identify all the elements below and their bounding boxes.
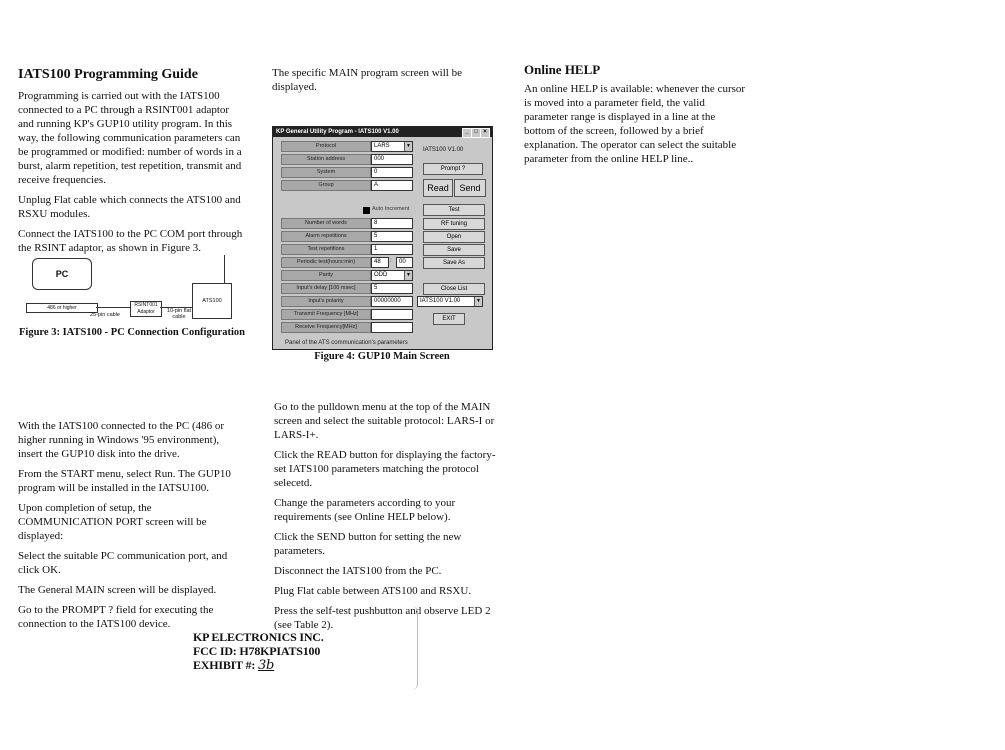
protocol-value: LARS xyxy=(374,143,390,149)
periodic-label: Periodic test(hours:min) xyxy=(281,257,371,268)
words-input[interactable]: 8 xyxy=(371,218,413,229)
ats100-box: ATS100 xyxy=(192,283,232,319)
figure-3-caption: Figure 3: IATS100 - PC Connection Configuration xyxy=(19,327,245,338)
read-button[interactable]: Read xyxy=(423,179,453,197)
guide-title: IATS100 Programming Guide xyxy=(18,67,198,82)
pc-box: PC xyxy=(32,258,92,290)
tx-label: Transmit Frequency [MHz] xyxy=(281,309,371,320)
protocol-select[interactable] xyxy=(371,141,413,152)
maximize-button[interactable]: □ xyxy=(471,128,481,138)
step-item: Press the self-test pushbutton and observe LED 2 (see Table 2). xyxy=(274,605,491,631)
step-item: Disconnect the IATS100 from the PC. xyxy=(274,565,442,577)
left-column xyxy=(18,66,246,261)
exhibit-stamp xyxy=(193,630,324,673)
parity-select[interactable] xyxy=(371,270,413,281)
unplug-paragraph: Unplug Flat cable which connects the ATS100 and RSXU modules. xyxy=(18,194,241,220)
middle-steps xyxy=(274,400,500,638)
step-item: Click the READ button for displaying the factory-set IATS100 parameters matching the protocol selecetd. xyxy=(274,449,496,489)
step-item: Select the suitable PC communication port, and click OK. xyxy=(18,550,228,576)
step-item: Click the SEND button for setting the new parameters. xyxy=(274,531,462,557)
system-input[interactable]: 0 xyxy=(371,167,413,178)
exit-button[interactable]: EXIT xyxy=(433,313,465,325)
auto-increment-label: Auto Increment xyxy=(372,206,410,212)
step-item: Upon completion of setup, the COMMUNICATION PORT screen will be displayed: xyxy=(18,502,207,542)
rx-input[interactable] xyxy=(371,322,413,333)
step-item: Go to the pulldown menu at the top of the MAIN screen and select the suitable protocol: LARS-I or LARS-I+. xyxy=(274,401,495,441)
close-button[interactable]: × xyxy=(480,128,490,138)
left-steps xyxy=(18,419,246,637)
test-rep-input[interactable]: 1 xyxy=(371,244,413,255)
step-item: Go to the PROMPT ? field for executing the connection to the IATS100 device. xyxy=(18,604,214,630)
window-title: KP General Utility Program - IATS100 V1.00 xyxy=(276,129,399,135)
step-item: Plug Flat cable between ATS100 and RSXU. xyxy=(274,585,472,597)
rf-tuning-button[interactable]: RF tuning xyxy=(423,218,485,230)
words-label: Number of words xyxy=(281,218,371,229)
time-separator: : xyxy=(390,258,392,264)
online-help-title: Online HELP xyxy=(524,62,601,77)
version-label: IATS100 V1.00 xyxy=(423,147,464,153)
figure-3-diagram xyxy=(18,250,248,325)
polarity-input[interactable]: 00000000 xyxy=(371,296,413,307)
rx-label: Receive Frequency[MHz] xyxy=(281,322,371,333)
adaptor-box: RSINT001 Adaptor xyxy=(130,301,162,317)
cable-25pin xyxy=(96,307,130,308)
flat-cable-label: 10-pin flat cable xyxy=(166,308,192,320)
exhibit-number-row xyxy=(193,658,324,673)
test-rep-label: Test repetitions xyxy=(281,244,371,255)
delay-input[interactable]: 5 xyxy=(371,283,413,294)
test-button[interactable]: Test xyxy=(423,204,485,216)
station-label: Station address xyxy=(281,154,371,165)
chevron-down-icon: ▼ xyxy=(404,271,412,280)
device-select[interactable] xyxy=(417,296,483,307)
alarm-label: Alarm repetitions xyxy=(281,231,371,242)
minimize-button[interactable]: _ xyxy=(462,128,472,138)
group-label: Group xyxy=(281,180,371,191)
device-value: IATS100 V1.00 xyxy=(420,298,461,304)
step-item: The General MAIN screen will be displayed. xyxy=(18,584,217,596)
exhibit-number: 3b xyxy=(257,658,275,673)
tx-input[interactable] xyxy=(371,309,413,320)
step-item: Change the parameters according to your requirements (see Online HELP below). xyxy=(274,497,456,523)
fcc-id: FCC ID: H78KPIATS100 xyxy=(193,644,321,658)
figure-4-caption: Figure 4: GUP10 Main Screen xyxy=(314,351,450,362)
system-label: System xyxy=(281,167,371,178)
auto-increment-checkbox[interactable] xyxy=(363,207,370,214)
periodic-hours-input[interactable]: 48 xyxy=(371,257,389,268)
help-status-bar: Panel of the ATS communication's parameters xyxy=(285,339,445,347)
step-item: With the IATS100 connected to the PC (486 or higher running in Windows '95 environment), insert the GUP10 disk into the drive. xyxy=(18,420,225,460)
protocol-label: Protocol xyxy=(281,141,371,152)
chevron-down-icon: ▼ xyxy=(474,297,482,306)
send-button[interactable]: Send xyxy=(454,179,486,197)
page-edge-mark xyxy=(411,606,418,690)
online-help-text: An online HELP is available: whenever the cursor is moved into a parameter field, the valid parameter range is displayed in a line at the bottom of the screen, followed by a brief explanation. The operator can select the suitable parameter from the online HELP line.. xyxy=(524,83,746,165)
station-input[interactable]: 000 xyxy=(371,154,413,165)
save-as-button[interactable]: Save As xyxy=(423,257,485,269)
open-button[interactable]: Open xyxy=(423,231,485,243)
save-button[interactable]: Save xyxy=(423,244,485,256)
step-item: From the START menu, select Run. The GUP10 program will be installed in the IATSU100. xyxy=(18,468,231,494)
prompt-button[interactable]: Prompt ? xyxy=(423,163,483,175)
parity-value: ODD xyxy=(374,272,388,278)
gup10-window xyxy=(272,126,493,350)
intro-paragraph: Programming is carried out with the IATS100 connected to a PC through a RSINT001 adaptor and running KP's GUP10 utility program. In this way, the following communication parameters can be programmed or modified: number of words in a burst, alarm repetition, test repetition, transmit and receive frequencies. xyxy=(18,90,242,186)
alarm-input[interactable]: 5 xyxy=(371,231,413,242)
periodic-minutes-input[interactable]: 00 xyxy=(396,257,413,268)
exhibit-label: EXHIBIT #: xyxy=(193,658,256,672)
company-name: KP ELECTRONICS INC. xyxy=(193,630,324,644)
close-list-button[interactable]: Close List xyxy=(423,283,485,295)
window-titlebar xyxy=(273,127,492,137)
middle-intro xyxy=(272,66,492,100)
connect-paragraph: Connect the IATS100 to the PC COM port through the RSINT adaptor, as shown in Figure 3. xyxy=(18,228,243,254)
pc-base: 486 or higher xyxy=(26,303,98,313)
polarity-label: Input's polarity xyxy=(281,296,371,307)
right-column xyxy=(524,63,746,172)
chevron-down-icon: ▼ xyxy=(404,142,412,151)
parity-label: Parity xyxy=(281,270,371,281)
group-input[interactable]: A xyxy=(371,180,413,191)
delay-label: Input's delay [100 msec] xyxy=(281,283,371,294)
cable-25pin-label: 25-pin cable xyxy=(90,312,120,318)
main-screen-intro: The specific MAIN program screen will be displayed. xyxy=(272,67,462,93)
antenna xyxy=(224,255,225,283)
